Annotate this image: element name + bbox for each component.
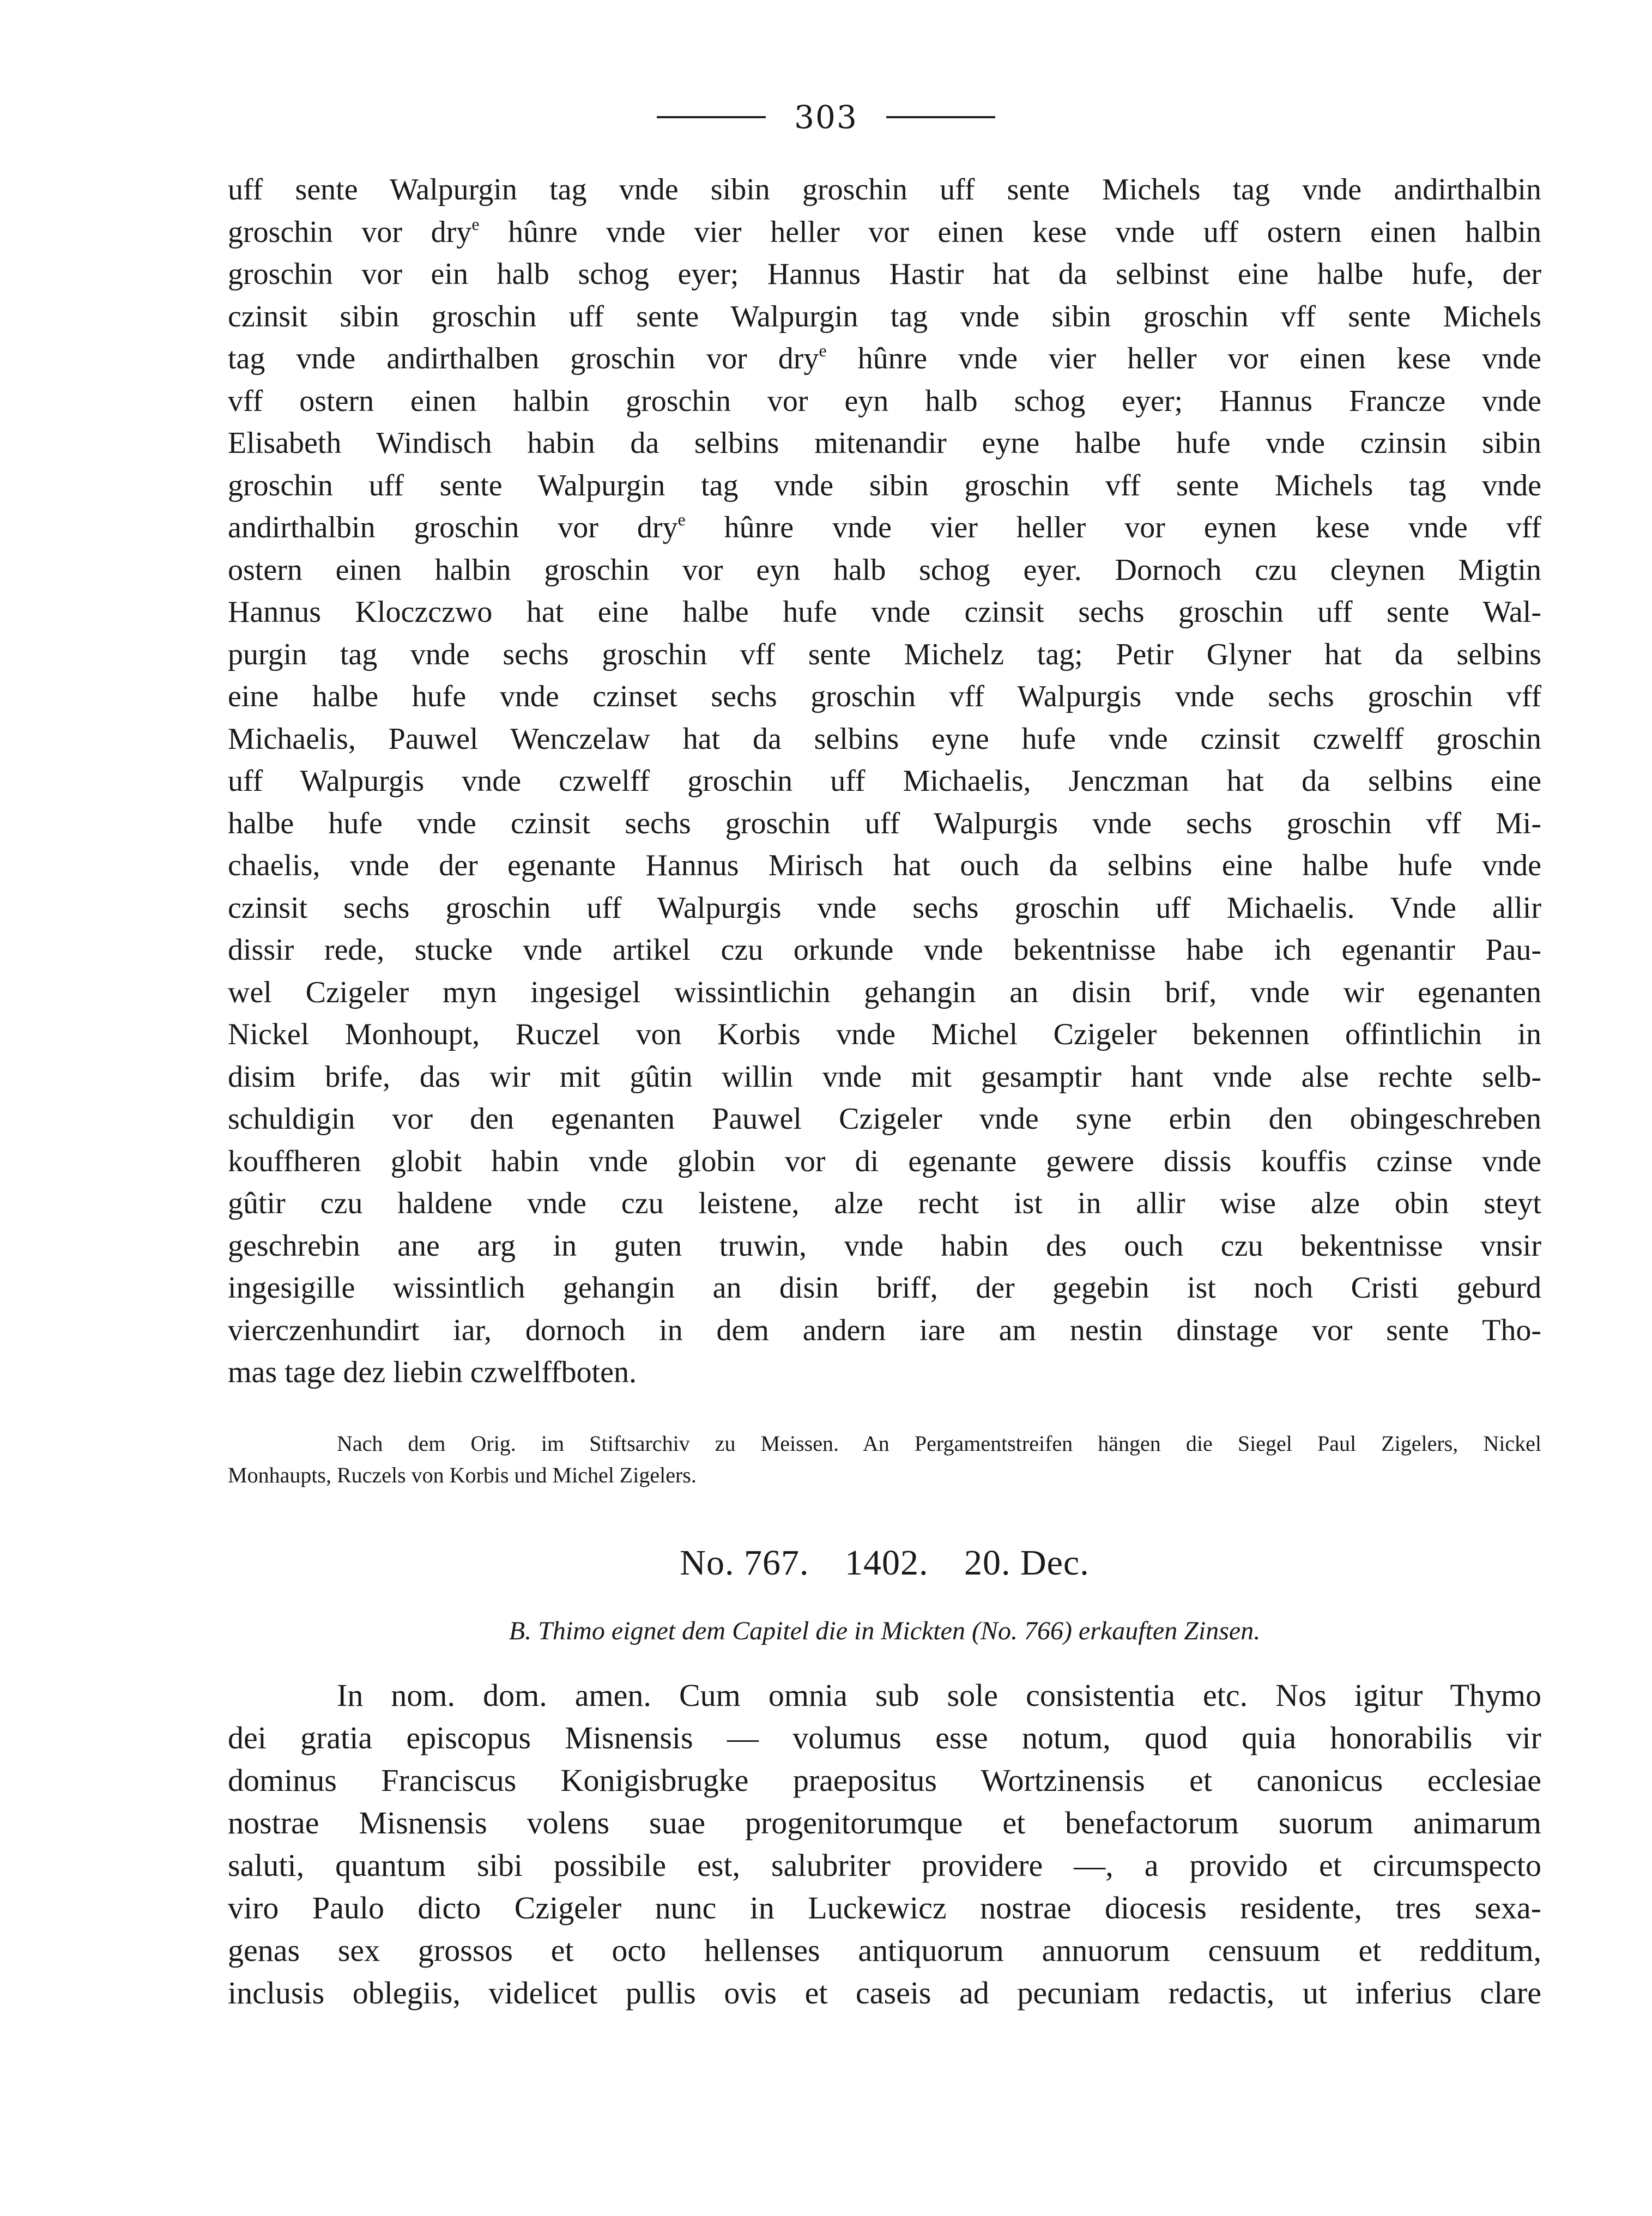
text-line: czinsit sechs groschin uff Walpurgis vnde sechs groschin uff Michaelis. Vnde allir	[228, 891, 1541, 925]
text-line: ingesigille wissintlich gehangin an disin briff, der gegebin ist noch Cristi geburd	[228, 1271, 1541, 1305]
text-line: nostrae Misnensis volens suae progenitorumque et benefactorum suorum animarum	[228, 1805, 1541, 1840]
text-line: inclusis oblegiis, videlicet pullis ovis et caseis ad pecuniam redactis, ut inferius clare	[228, 1975, 1541, 2011]
text-line: viro Paulo dicto Czigeler nunc in Luckewicz nostrae diocesis residente, tres sexa-	[228, 1890, 1541, 1926]
text-line: In nom. dom. amen. Cum omnia sub sole consistentia etc. Nos igitur Thymo	[337, 1678, 1541, 1713]
header-rule-left	[657, 116, 766, 118]
text-line: czinsit sibin groschin uff sente Walpurgin tag vnde sibin groschin vff sente Michels	[228, 299, 1541, 334]
text-line: gûtir czu haldene vnde czu leistene, alze recht ist in allir wise alze obin steyt	[228, 1186, 1541, 1220]
text-line: purgin tag vnde sechs groschin vff sente Michelz tag; Petir Glyner hat da selbins	[228, 637, 1541, 671]
text-line: chaelis, vnde der egenante Hannus Mirisch hat ouch da selbins eine halbe hufe vnde	[228, 849, 1541, 882]
text-line: groschin vor dry$^e$ hûnre vnde vier heller vor einen kese vnde uff ostern einen halbin	[228, 214, 1541, 249]
text-line: wel Czigeler myn ingesigel wissintlichin gehangin an disin brif, vnde wir egenanten	[228, 975, 1541, 1009]
text-line: uff Walpurgis vnde czwelff groschin uff Michaelis, Jenczman hat da selbins eine	[228, 764, 1541, 798]
source-note-line: Nach dem Orig. im Stiftsarchiv zu Meissen. An Pergamentstreifen hängen die Siegel Paul Zigelers, Nickel	[337, 1431, 1541, 1456]
page-number: 303	[794, 99, 858, 136]
text-line: geschrebin ane arg in guten truwin, vnde habin des ouch czu bekentnisse vnsir	[228, 1228, 1541, 1263]
text-line: vff ostern einen halbin groschin vor eyn halb schog eyer; Hannus Francze vnde	[228, 384, 1541, 418]
document-year: 1402.	[844, 1543, 929, 1583]
document-summary: B. Thimo eignet dem Capitel die in Mickten (No. 766) erkauften Zinsen.	[509, 1616, 1261, 1645]
text-line: vierczenhundirt iar, dornoch in dem andern iare am nestin dinstage vor sente Tho-	[228, 1313, 1541, 1347]
text-line: dissir rede, stucke vnde artikel czu orkunde vnde bekentnisse habe ich egenantir Pau-	[228, 933, 1541, 967]
document-heading	[228, 1542, 1541, 1584]
source-note-line: Monhaupts, Ruczels von Korbis und Michel Zigelers.	[228, 1463, 697, 1487]
text-line: ostern einen halbin groschin vor eyn halb schog eyer. Dornoch czu cleynen Migtin	[228, 553, 1541, 587]
text-line: andirthalbin groschin vor dry$^e$ hûnre vnde vier heller vor eynen kese vnde vff	[228, 510, 1541, 544]
text-line: tag vnde andirthalben groschin vor dry$^e$ hûnre vnde vier heller vor einen kese vnde	[228, 341, 1541, 376]
german-charter-text	[228, 169, 1541, 1394]
text-line: groschin vor ein halb schog eyer; Hannus Hastir hat da selbinst eine halbe hufe, der	[228, 257, 1541, 291]
text-line: Michaelis, Pauwel Wenczelaw hat da selbins eyne hufe vnde czinsit czwelff groschin	[228, 722, 1541, 756]
source-note	[228, 1428, 1541, 1491]
text-line: Hannus Kloczczwo hat eine halbe hufe vnde czinsit sechs groschin uff sente Wal-	[228, 595, 1541, 629]
text-line: saluti, quantum sibi possibile est, salubriter providere —, a provido et circumspecto	[228, 1848, 1541, 1883]
text-line: groschin uff sente Walpurgin tag vnde sibin groschin vff sente Michels tag vnde	[228, 468, 1541, 502]
text-line: kouffheren globit habin vnde globin vor di egenante gewere dissis kouffis czinse vnde	[228, 1144, 1541, 1178]
document-number: No. 767.	[680, 1543, 809, 1583]
document-date: 20. Dec.	[964, 1543, 1090, 1583]
text-line: uff sente Walpurgin tag vnde sibin groschin uff sente Michels tag vnde andirthalbin	[228, 173, 1541, 207]
text-line: dominus Franciscus Konigisbrugke praepositus Wortzinensis et canonicus ecclesiae	[228, 1763, 1541, 1798]
text-line: schuldigin vor den egenanten Pauwel Czigeler vnde syne erbin den obingeschreben	[228, 1102, 1541, 1136]
latin-charter-text	[228, 1674, 1541, 2014]
page-header	[0, 93, 1652, 142]
header-rule-right	[886, 116, 995, 118]
text-line: dei gratia episcopus Misnensis — volumus esse notum, quod quia honorabilis vir	[228, 1720, 1541, 1755]
text-line: eine halbe hufe vnde czinset sechs groschin vff Walpurgis vnde sechs groschin vff	[228, 680, 1541, 713]
text-line: Elisabeth Windisch habin da selbins mitenandir eyne halbe hufe vnde czinsin sibin	[228, 426, 1541, 460]
text-line: disim brife, das wir mit gûtin willin vnde mit gesamptir hant vnde alse rechte selb-	[228, 1059, 1541, 1094]
text-line: genas sex grossos et octo hellenses antiquorum annuorum censuum et redditum,	[228, 1933, 1541, 1968]
text-line: Nickel Monhoupt, Ruczel von Korbis vnde Michel Czigeler bekennen offintlichin in	[228, 1018, 1541, 1051]
text-line: mas tage dez liebin czwelffboten.	[228, 1355, 637, 1389]
text-line: halbe hufe vnde czinsit sechs groschin uff Walpurgis vnde sechs groschin vff Mi-	[228, 806, 1541, 840]
